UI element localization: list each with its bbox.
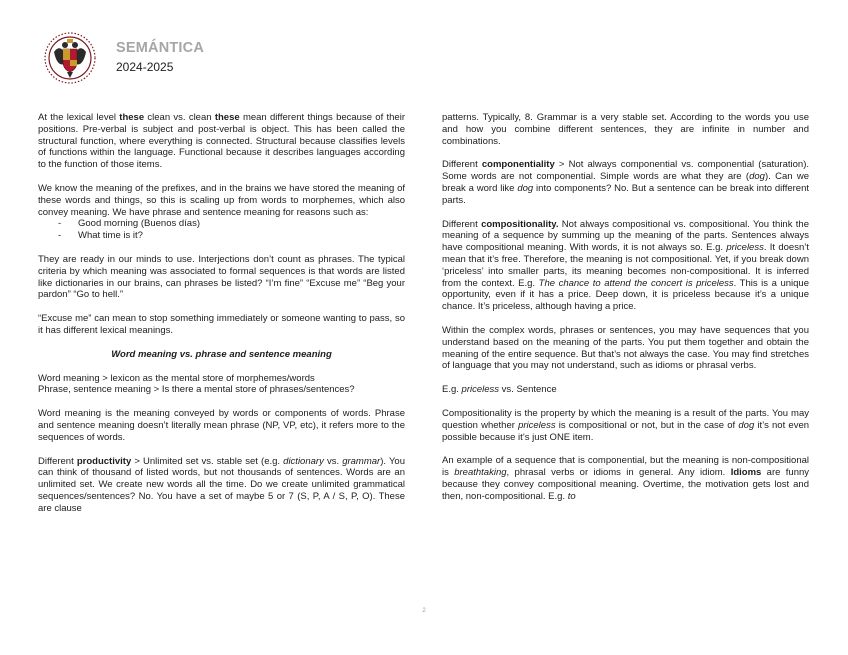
text-run: vs. Sentence: [499, 384, 557, 396]
text-run: into components? No. But a sentence can be break into different parts.: [442, 182, 810, 206]
text-run: Compositionality is the property by which the meaning is a result of the parts. You may question whether: [442, 407, 809, 431]
italic-term: The chance to attend the concert is priceless: [538, 277, 734, 289]
text-run: . This is a unique opportunity, even if it has a price. Deep down, it is priceless because it’s a unique chance. It’s priceless, although having a price.: [442, 277, 809, 313]
text-run: , phrasal verbs or idioms in general. Any idiom.: [506, 467, 731, 479]
paragraph: [38, 112, 405, 171]
course-title: SEMÁNTICA: [116, 40, 204, 56]
paragraph: Phrase, sentence meaning > Is there a mental store of phrases/sentences?: [38, 384, 355, 396]
italic-term: grammar: [342, 455, 381, 467]
paragraph: [442, 219, 809, 313]
text-run: ). You can think of thousand of listed words, but not thousands of sentences. Words are an unlimited set. We create new words all the time. Do we create unlimited grammatical sequences/sentences? No. You have a set of maybe 5 or 7 (S, P, A / S, P, O). These are clause: [38, 455, 405, 514]
text-run: is compositional or not, but in the case of: [555, 419, 739, 431]
bold-term: these: [119, 112, 145, 123]
bold-term: componentiality: [481, 159, 555, 171]
paragraph: “Excuse me” can mean to stop something immediately or someone wanting to pass, so it has different lexical meanings.: [38, 313, 405, 336]
paragraph: Word meaning > lexicon as the mental store of morphemes/words: [38, 372, 315, 384]
text-run: Different: [38, 455, 77, 467]
text-run: mean different things because of their positions. Pre-verbal is subject and post-verbal is object. This has been called the structural function, where everything is connected. Structural because classifies levels of functions within the language. Functional because it describes languages according to the function of those items.: [38, 112, 405, 171]
paragraph: patterns. Typically, 8. Grammar is a very stable set. According to the words you use and how you combine different sentences, they are infinite in number and combinations.: [442, 112, 809, 147]
italic-term: priceless: [726, 242, 764, 254]
paragraph: [442, 384, 809, 396]
italic-term: dog: [749, 171, 765, 183]
text-run: Different: [442, 218, 482, 230]
paragraph: Word meaning is the meaning conveyed by words or components of words. Phrase and sentence meaning doesn’t literally mean phrase (NP, VP, etc), it refers more to the sequences of words.: [38, 408, 405, 443]
section-heading: Word meaning vs. phrase and sentence meaning: [111, 348, 332, 360]
university-seal-icon: [40, 30, 100, 86]
paragraph: [442, 455, 809, 502]
academic-year: 2024-2025: [116, 60, 174, 74]
italic-term: breathtaking: [454, 467, 507, 479]
text-run: Not always compositional vs. compositional. You think the meaning of a sequence by summing up the meaning of the parts. Sentences always have compositional meaning. With words, it is not always so. E.g.: [442, 218, 809, 254]
bold-term: Idioms: [730, 467, 762, 479]
italic-term: dictionary: [283, 455, 324, 467]
italic-term: priceless: [461, 384, 500, 396]
text-run: vs.: [323, 455, 343, 467]
paragraph: [442, 408, 809, 443]
text-run: ). Can we break a word like: [442, 171, 810, 194]
bold-term: compositionality.: [481, 218, 559, 230]
italic-term: dog: [517, 182, 534, 194]
text-run: At the lexical level: [38, 112, 120, 123]
list-item: - Good morning (Buenos días): [38, 218, 405, 230]
italic-term: priceless: [518, 419, 556, 431]
paragraph: They are ready in our minds to use. Interjections don’t count as phrases. The typical criteria by which meaning was associated to formal sequences is that words are listed like dictionaries in our brains, can phrases be listed? “I’m fine” “Excuse me” “Beg your pardon” “Go to hell.”: [38, 253, 405, 301]
italic-term: to: [567, 490, 576, 502]
list-item: - What time is it?: [38, 230, 405, 242]
text-run: are funny because they convey compositional meaning. Overtime, the motivation gets lost and then, non-compositional. E.g.: [442, 467, 810, 502]
text-run: E.g.: [442, 384, 462, 396]
text-run: > Not always componential vs. componential (saturation). Some words are not componential. Simple words are what they are (: [442, 159, 809, 183]
right-column: [442, 112, 809, 515]
paragraph: [38, 456, 405, 515]
text-run: Different: [442, 159, 482, 171]
paragraph: [442, 159, 809, 206]
text-run: > Unlimited set vs. stable set (e.g.: [131, 455, 284, 467]
left-column: [38, 112, 405, 527]
page-number: 2: [422, 608, 426, 614]
bold-term: productivity: [76, 455, 132, 467]
bullet-list: [38, 218, 405, 242]
italic-term: dog: [738, 419, 755, 431]
text-run: An example of a sequence that is componential, but the meaning is non-compositional is: [442, 455, 809, 479]
text-run: . It doesn’t mean that it’s free. Therefore, the meaning is not compositional. Yet, if you break down ‘priceless’ into smaller parts, its meaning becomes non-compositional. It is inferred from the context. E.g.: [442, 242, 809, 289]
text-run: it’s not even possible because it’s just ONE item.: [442, 419, 810, 443]
bold-term: these: [214, 112, 240, 123]
text-run: clean vs. clean: [144, 112, 215, 123]
paragraph: Within the complex words, phrases or sentences, you may have sequences that you understand based on the meaning of the parts. You put them together and obtain the meaning of the entire sequence. But that’s not always the case. You may find stretches of language that you may not understand, such as idioms or phrasal verbs.: [442, 324, 809, 372]
paragraph: We know the meaning of the prefixes, and in the brains we have stored the meaning of these words and things, so this is scaling up from words to morphemes, which also convey meaning. We have phrase and sentence meaning for reasons such as:: [38, 182, 405, 218]
